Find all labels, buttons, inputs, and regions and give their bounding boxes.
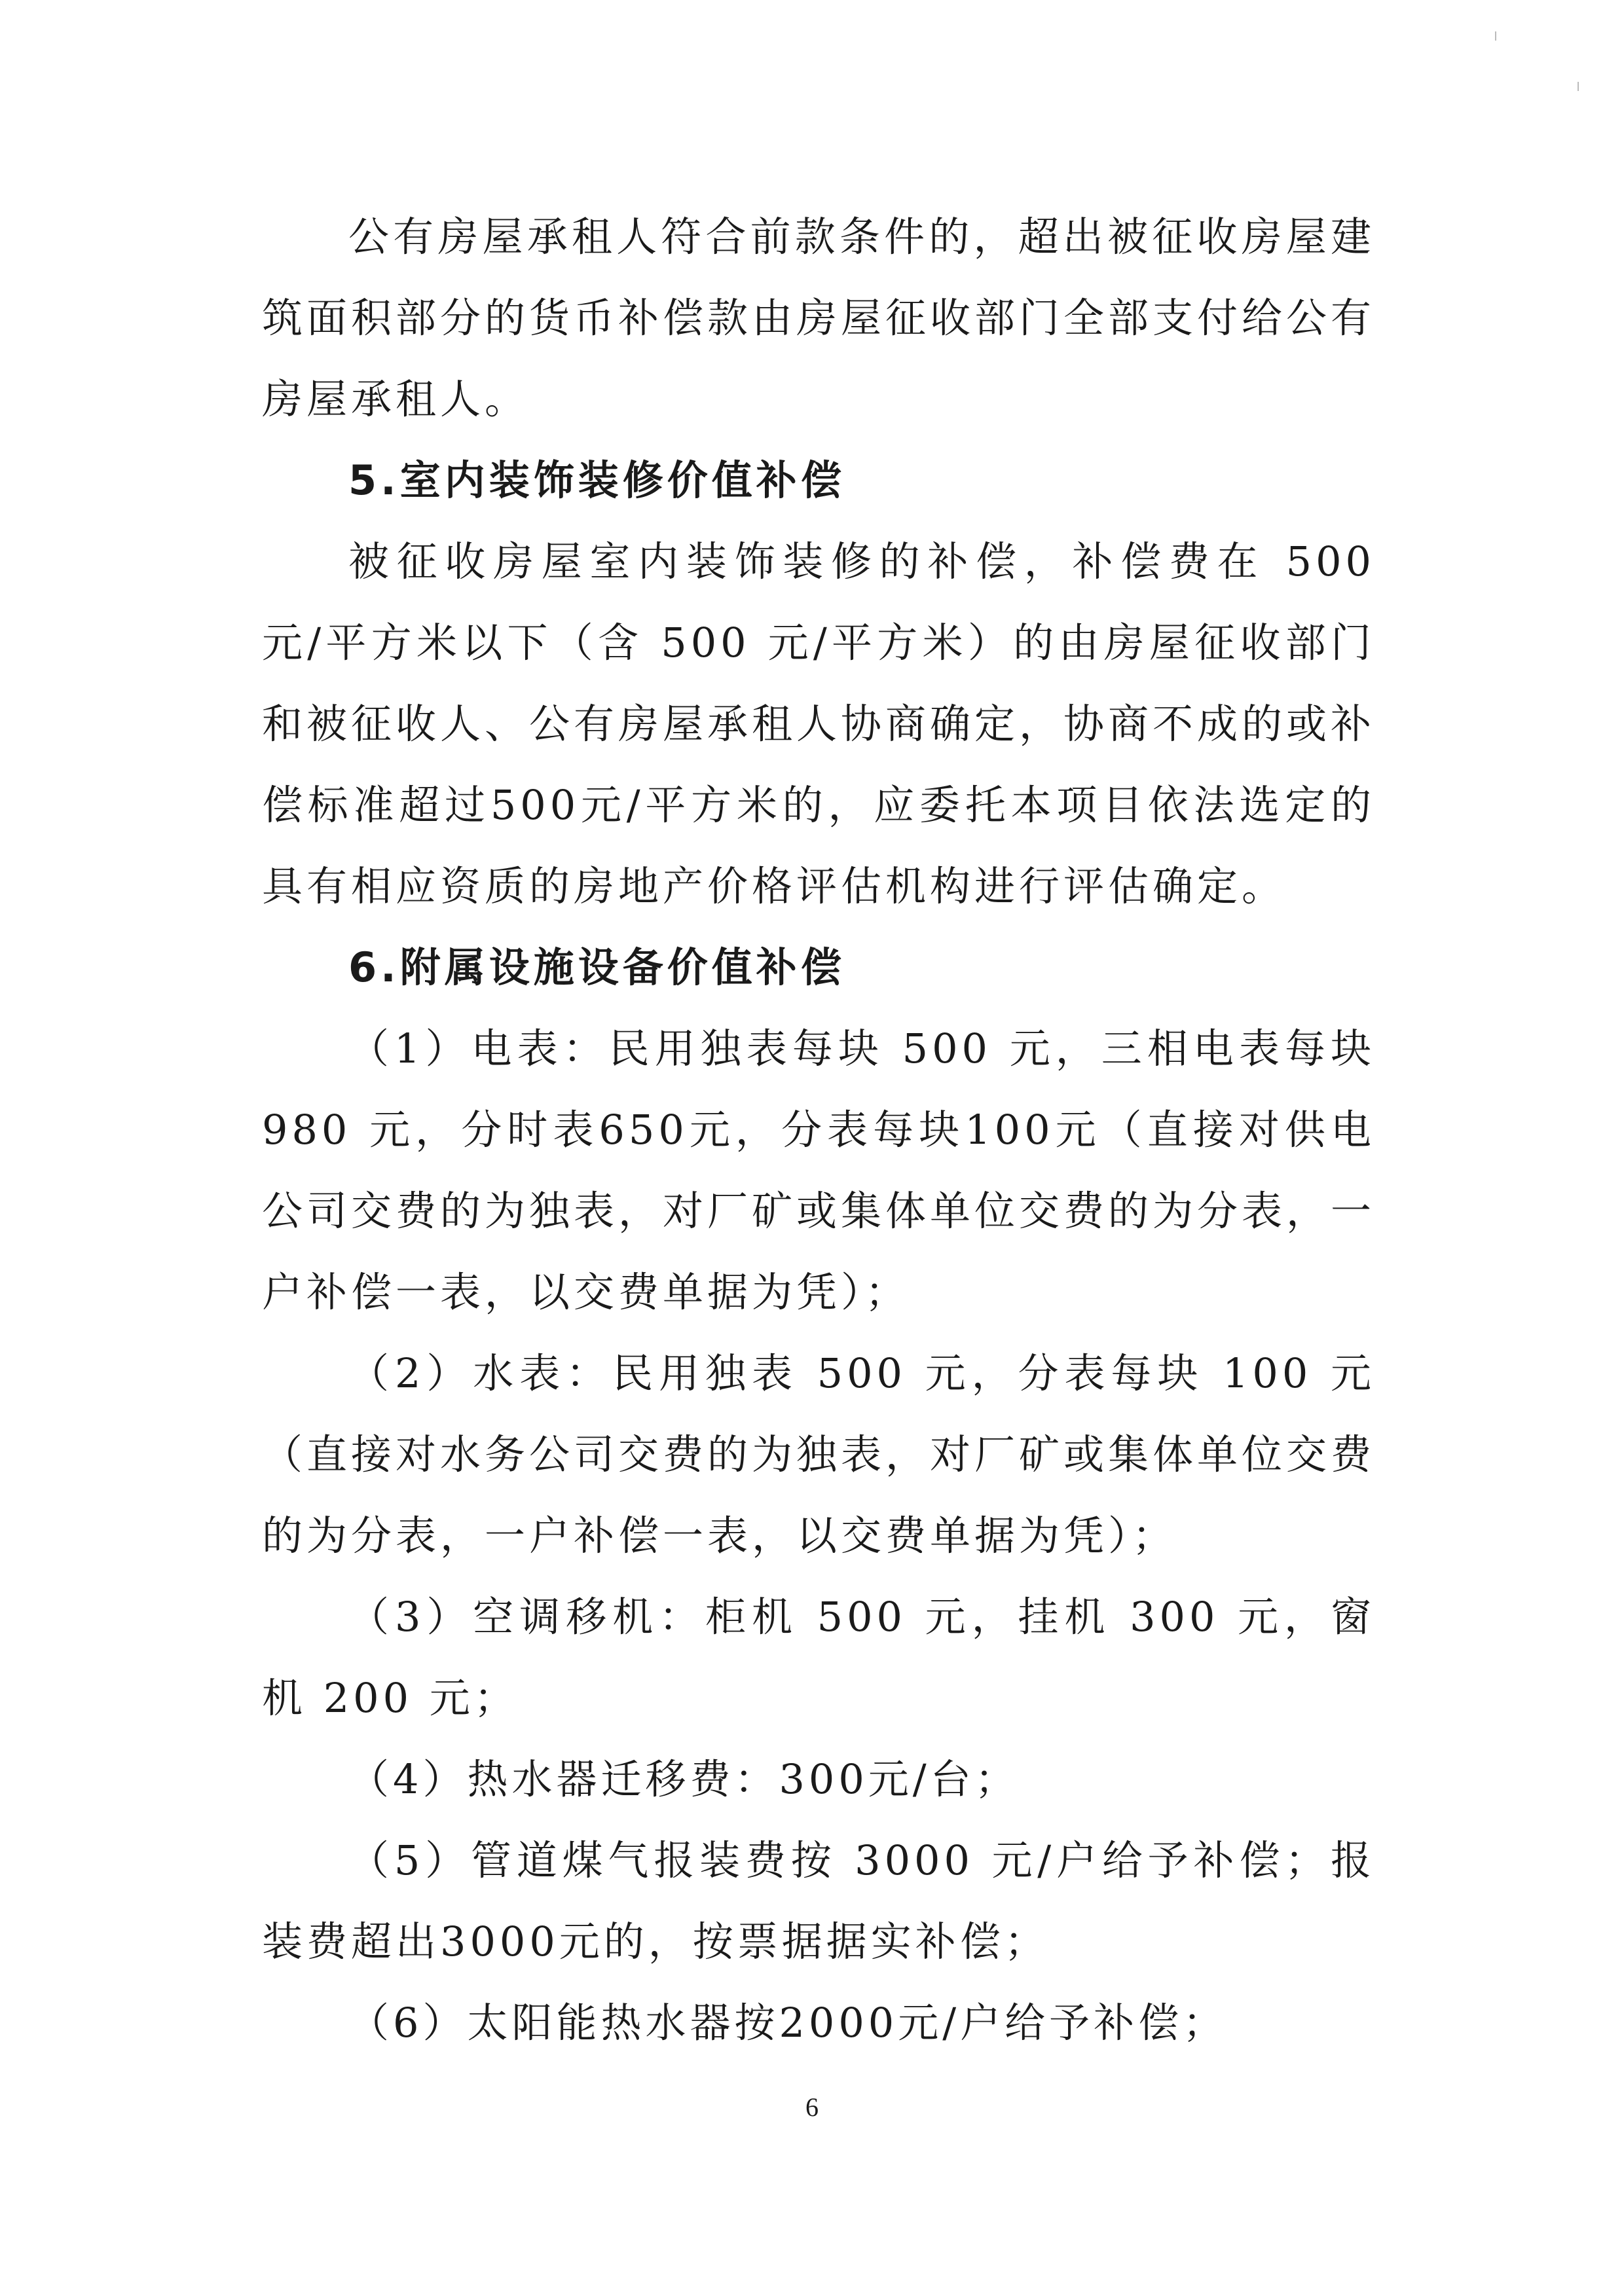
item-gas-pipeline: （5）管道煤气报装费按 3000 元/户给予补偿；报装费超出3000元的，按票据据实补偿； <box>262 1836 1375 1965</box>
item-air-conditioner: （3）空调移机：柜机 500 元，挂机 300 元，窗机 200 元； <box>262 1593 1375 1722</box>
heading-ancillary-facilities: 6.附属设施设备价值补偿 <box>348 943 845 991</box>
paragraph-tenant-payment: 公有房屋承租人符合前款条件的，超出被征收房屋建筑面积部分的货币补偿款由房屋征收部门全部支付给公有房屋承租人。 <box>262 213 1376 423</box>
item-water-heater: （4）热水器迁移费：300元/台； <box>348 1755 1020 1803</box>
item-electric-meter: （1）电表：民用独表每块 500 元，三相电表每块 980 元，分时表650元，分表每块100元（直接对供电公司交费的为独表，对厂矿或集体单位交费的为分表，一户补偿一表，以交费单据为凭）； <box>262 1025 1376 1316</box>
page-number: 6 <box>805 2092 819 2122</box>
scan-mark <box>1495 31 1496 41</box>
paragraph-interior-decoration: 被征收房屋室内装饰装修的补偿，补偿费在 500 元/平方米以下（含 500 元/平方米）的由房屋征收部门和被征收人、公有房屋承租人协商确定，协商不成的或补偿标准超过500元/平方米的，应委托本项目依法选定的具有相应资质的房地产价格评估机构进行评估确定。 <box>262 538 1376 910</box>
item-solar-heater: （6）太阳能热水器按2000元/户给予补偿； <box>348 1999 1228 2047</box>
item-water-meter: （2）水表：民用独表 500 元，分表每块 100 元（直接对水务公司交费的为独表，对厂矿或集体单位交费的为分表，一户补偿一表，以交费单据为凭）； <box>262 1349 1376 1559</box>
heading-interior-decoration: 5.室内装饰装修价值补偿 <box>348 456 845 504</box>
document-body <box>262 196 1375 2064</box>
scan-mark <box>1578 82 1579 91</box>
